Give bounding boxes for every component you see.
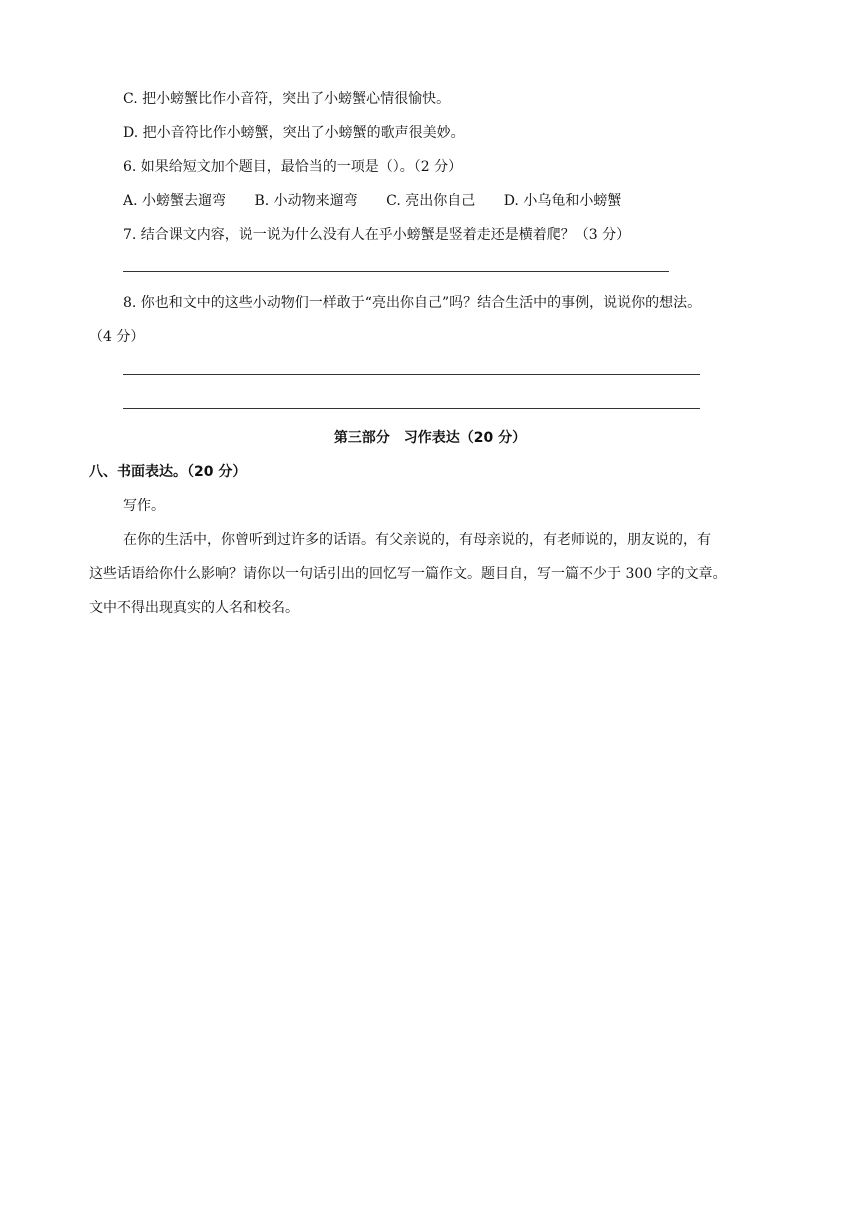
q6-stem: 6. 如果给短文加个题目，最恰当的一项是（）。（2 分） bbox=[123, 159, 463, 175]
section-eight-title: 八、书面表达。（20 分） bbox=[89, 464, 247, 480]
q6-option-b: B. 小动物来遛弯 bbox=[254, 193, 358, 209]
writing-prompt-line1: 在你的生活中，你曾听到过许多的话语。有父亲说的，有母亲说的，有老师说的，朋友说的，有 bbox=[123, 532, 711, 548]
q5-option-c: C. 把小螃蟹比作小音符，突出了小螃蟹心情很愉快。 bbox=[123, 91, 451, 107]
part3-heading: 第三部分 习作表达（20 分） bbox=[333, 430, 527, 446]
q8-stem-line1: 8. 你也和文中的这些小动物们一样敢于“亮出你自己”吗？结合生活中的事例，说说你的想法。 bbox=[123, 295, 702, 311]
q6-option-a: A. 小螃蟹去遛弯 bbox=[123, 193, 227, 209]
q8-answer-line-2 bbox=[123, 408, 700, 409]
writing-prompt-line2: 这些话语给你什么影响？请你以一句话引出的回忆写一篇作文。题目自，写一篇不少于 300 字的文章。 bbox=[89, 566, 727, 582]
q8-stem-line2: （4 分） bbox=[89, 329, 145, 345]
writing-prompt-line3: 文中不得出现真实的人名和校名。 bbox=[89, 600, 299, 616]
q5-option-d: D. 把小音符比作小螃蟹，突出了小螃蟹的歌声很美妙。 bbox=[123, 125, 465, 141]
q8-answer-line-1 bbox=[123, 374, 700, 375]
q7-stem: 7. 结合课文内容，说一说为什么没有人在乎小螃蟹是竖着走还是横着爬？（3 分） bbox=[123, 227, 631, 243]
q6-option-c: C. 亮出你自己 bbox=[386, 193, 476, 209]
q6-option-d: D. 小乌龟和小螃蟹 bbox=[503, 193, 622, 209]
q6-options bbox=[123, 191, 645, 211]
q7-answer-line bbox=[123, 271, 669, 272]
writing-task-label: 写作。 bbox=[123, 498, 165, 514]
